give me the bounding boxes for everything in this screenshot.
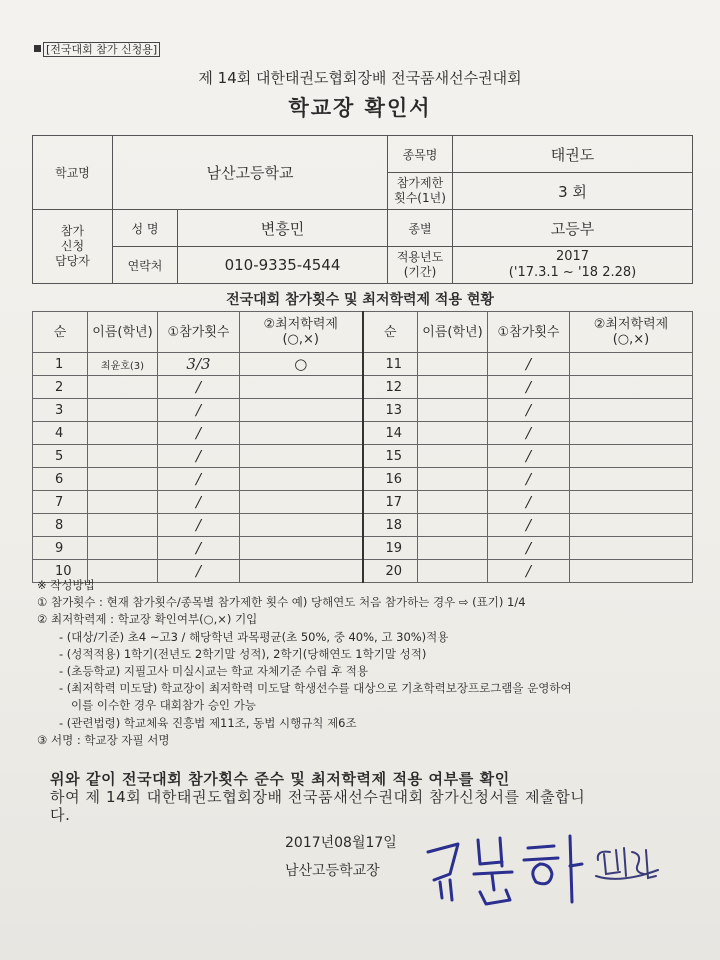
min-achievement-mark [570,514,693,537]
min-achievement-mark [240,376,363,399]
min-achievement-mark [240,468,363,491]
school-name: 남산고등학교 [113,136,388,210]
athlete-name [88,514,158,537]
participation-count: / [488,399,570,422]
min-achievement-mark [570,422,693,445]
row-number: 14 [363,422,418,445]
row-number: 2 [33,376,88,399]
row-number: 3 [33,399,88,422]
name-label: 성 명 [113,210,178,247]
year-value: 2017 ('17.3.1 ~ '18 2.28) [453,247,693,284]
table-row [33,422,693,445]
col-no: 순 [363,312,418,353]
applicant-info-table [32,135,693,284]
participation-count: / [488,445,570,468]
row-number: 17 [363,491,418,514]
event-value: 태권도 [453,136,693,173]
limit-value: 3 회 [453,173,693,210]
participation-count: / [488,560,570,583]
contact-value: 010-9335-4544 [178,247,388,284]
row-number: 1 [33,353,88,376]
athlete-name [88,468,158,491]
row-number: 16 [363,468,418,491]
school-label: 학교명 [33,136,113,210]
division-value: 고등부 [453,210,693,247]
table-header-row [33,312,693,353]
col-name: 이름(학년) [88,312,158,353]
table-row [33,376,693,399]
min-achievement-mark [570,353,693,376]
min-achievement-mark [240,514,363,537]
table-row [33,468,693,491]
participation-count: / [488,353,570,376]
table-row [33,537,693,560]
min-achievement-mark [570,445,693,468]
row-number: 13 [363,399,418,422]
min-achievement-mark [240,445,363,468]
athlete-name [88,445,158,468]
table-row [33,491,693,514]
athlete-name [418,422,488,445]
participation-count: / [488,514,570,537]
competition-subtitle: 제 14회 대한태권도협회장배 전국품새선수권대회 [198,69,522,87]
manager-name: 변흥민 [178,210,388,247]
handwritten-signature [420,830,670,910]
min-achievement-mark [570,537,693,560]
note-item: ② 최저학력제 : 학교장 확인여부(○,×) 기입 [37,612,258,627]
min-achievement-mark [240,537,363,560]
note-subitem: - (대상/기준) 초4 ~고3 / 해당학년 과목평균(초 50%, 중 40%, 고 30%)적용 [59,629,449,644]
form-usage-label: [전국대회 참가 신청용] [43,42,160,57]
athlete-name [418,537,488,560]
contact-label: 연락처 [113,247,178,284]
col-count: ①참가횟수 [488,312,570,353]
row-number: 8 [33,514,88,537]
principal-title: 남산고등학교장 [285,863,380,879]
square-bullet-icon [34,45,41,52]
athlete-name [418,468,488,491]
athlete-name [418,399,488,422]
participation-count: / [158,514,240,537]
athlete-name [418,491,488,514]
athlete-name [418,376,488,399]
participation-count: / [158,445,240,468]
min-achievement-mark [240,491,363,514]
participation-count: / [158,376,240,399]
limit-label: 참가제한 횟수(1년) [388,173,453,210]
document-title: 학교장 확인서 [288,96,432,120]
year-label: 적용년도 (기간) [388,247,453,284]
row-number: 4 [33,422,88,445]
min-achievement-mark [570,376,693,399]
participation-count: 3/3 [158,353,240,376]
participation-count: / [158,491,240,514]
participation-count: / [488,537,570,560]
table-row [33,399,693,422]
row-number: 18 [363,514,418,537]
note-subitem: - (관련법령) 학교체육 진흥법 제11조, 동법 시행규칙 제6조 [59,715,357,730]
note-subitem: - (최저학력 미도달) 학교장이 최저학력 미도달 학생선수를 대상으로 기초학력보장프로그램을 운영하여 [59,681,572,696]
athlete-name [88,537,158,560]
form-usage-tag [34,41,160,57]
event-label: 종목명 [388,136,453,173]
athlete-name: 최윤호(3) [88,353,158,376]
athlete-name [418,353,488,376]
note-subitem: - (초등학교) 지필고사 미실시교는 학교 자체기준 수립 후 적용 [59,664,368,679]
division-label: 종별 [388,210,453,247]
min-achievement-mark [570,468,693,491]
participation-count: / [488,422,570,445]
note-subitem: 이를 이수한 경우 대회참가 승인 가능 [71,698,256,713]
min-achievement-mark [240,422,363,445]
athlete-name [88,399,158,422]
col-name: 이름(학년) [418,312,488,353]
note-item: ③ 서명 : 학교장 자필 서명 [37,732,170,747]
participation-count: / [158,560,240,583]
row-number: 6 [33,468,88,491]
participation-count: / [158,468,240,491]
row-number: 20 [363,560,418,583]
row-number: 7 [33,491,88,514]
manager-label: 참가 신청 담당자 [33,210,113,284]
participation-count: / [488,468,570,491]
row-number: 9 [33,537,88,560]
status-table-title: 전국대회 참가횟수 및 최저학력제 적용 현황 [226,292,494,308]
participation-count: / [488,491,570,514]
min-achievement-mark [240,399,363,422]
athlete-name [88,422,158,445]
athlete-name [88,491,158,514]
row-number: 19 [363,537,418,560]
athlete-name [418,445,488,468]
row-number: 11 [363,353,418,376]
participation-status-table [32,311,693,583]
min-achievement-mark [570,491,693,514]
participation-count: / [158,422,240,445]
participation-count: / [158,399,240,422]
min-achievement-mark: ○ [240,353,363,376]
note-subitem: - (성적적용) 1학기(전년도 2학기말 성적), 2학기(당해연도 1학기말 성적) [59,646,427,661]
min-achievement-mark [570,399,693,422]
participation-count: / [158,537,240,560]
row-number: 12 [363,376,418,399]
col-count: ①참가횟수 [158,312,240,353]
col-no: 순 [33,312,88,353]
athlete-name [418,514,488,537]
col-min-achievement: ②최저학력제 (○,×) [570,312,693,353]
participation-count: / [488,376,570,399]
table-row [33,353,693,376]
table-row [33,445,693,468]
table-row [33,514,693,537]
row-number: 5 [33,445,88,468]
instructions-heading: ※ 작성방법 [37,578,95,592]
athlete-name [88,376,158,399]
note-item: ① 참가횟수 : 현재 참가횟수/종목별 참가제한 횟수 예) 당해연도 처음 참가하는 경우 ⇨ (표기) 1/4 [37,595,526,610]
col-min-achievement: ②최저학력제 (○,×) [240,312,363,353]
row-number: 15 [363,445,418,468]
instructions [37,577,697,749]
declaration-text: 위와 같이 전국대회 참가횟수 준수 및 최저학력제 적용 여부를 확인 하여 제 14회 대한태권도협회장배 전국품새선수권대회 참가신청서를 제출합니 다. [50,770,586,824]
declaration-date: 2017년08월17일 [285,835,397,851]
row-number: 10 [33,560,88,583]
